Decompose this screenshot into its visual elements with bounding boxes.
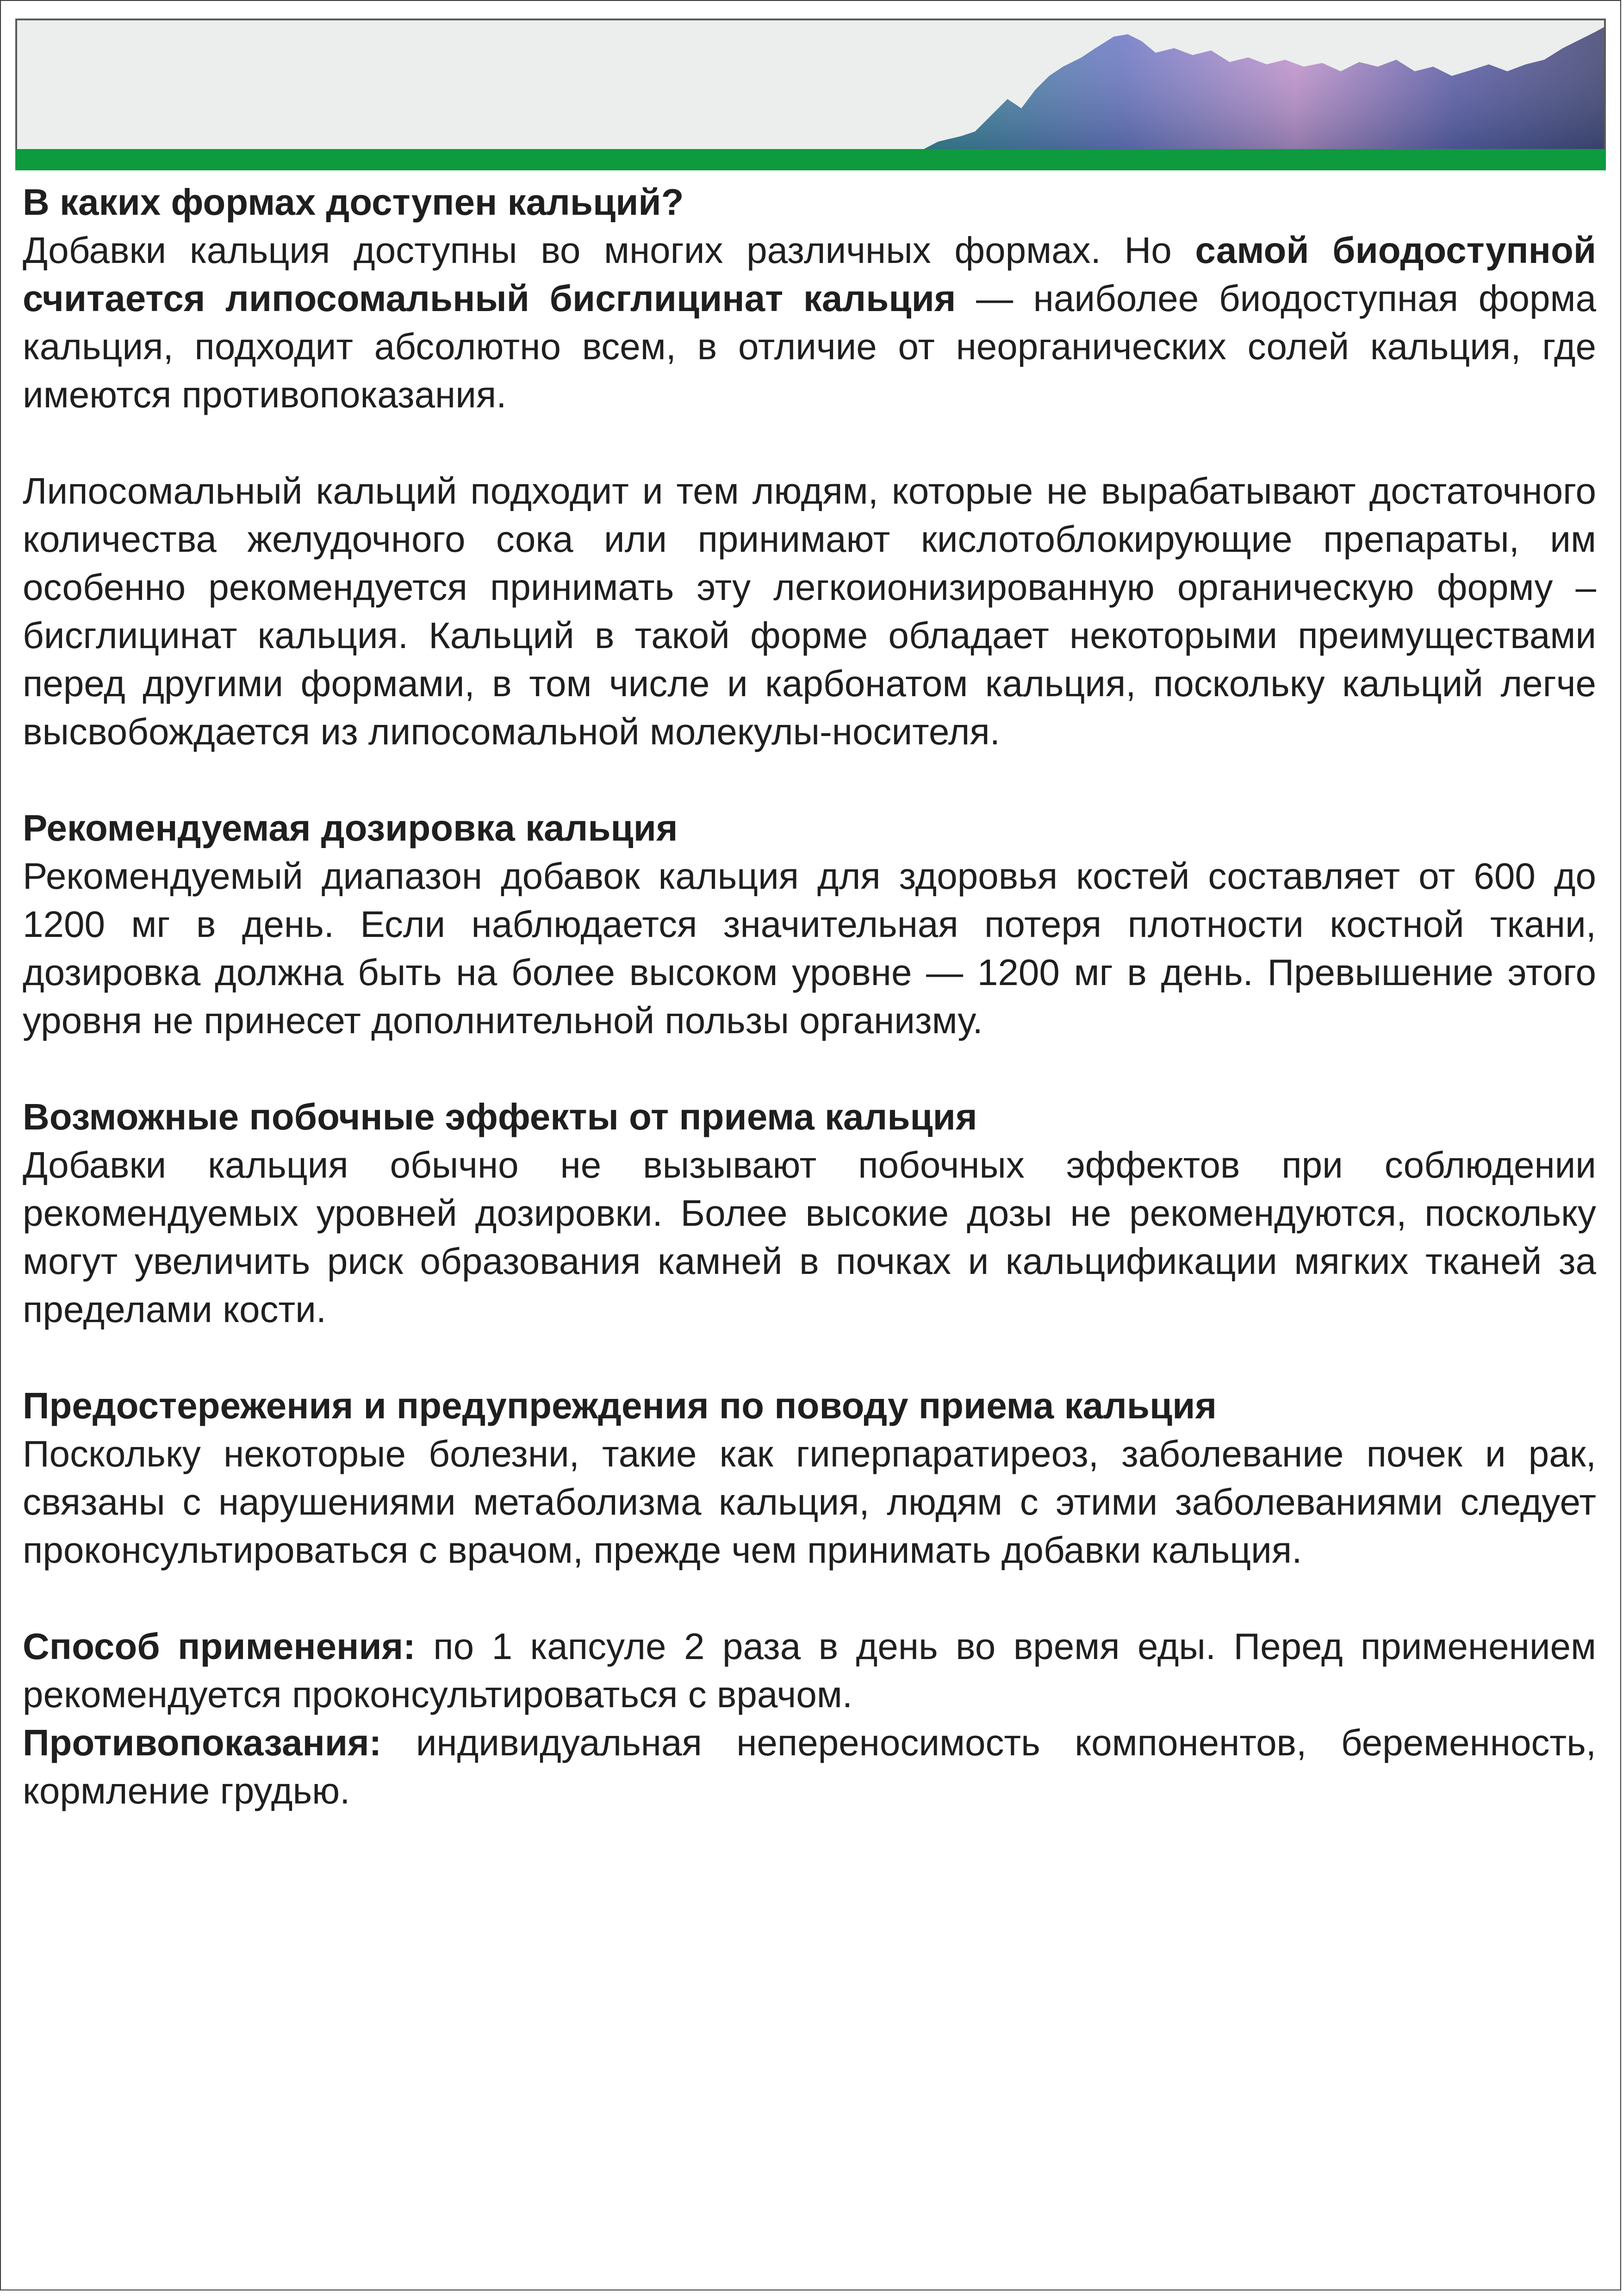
liposomal-paragraph: Липосомальный кальций подходит и тем людям, которые не вырабатывают достаточного количества желудочного сока или принимают кислотоблокирующие препараты, им особенно рекомендуется принимать эту легкоионизированную органическую форму – бисглицинат кальция. Кальций в такой форме обладает некоторыми преимуществами перед другими формами, в том числе и карбонатом кальция, поскольку кальций легче высвобождается из липосомальной молекулы-носителя.: [23, 470, 1596, 752]
spacer: [23, 1574, 1596, 1622]
forms-heading: В каких формах доступен кальций?: [23, 181, 684, 223]
spacer: [23, 1045, 1596, 1093]
document-body: [23, 178, 1596, 1815]
usage-text: по 1 капсуле 2 раза в день во время еды. Перед применением рекомендуется проконсультироваться с врачом.: [23, 1626, 1597, 1715]
dosage-paragraph: Рекомендуемый диапазон добавок кальция для здоровья костей составляет от 600 до 1200 мг в день. Если наблюдается значительная потеря плотности костной ткани, дозировка должна быть на более высоком уровне — 1200 мг в день. Превышение этого уровня не принесет дополнительной пользы организму.: [23, 855, 1596, 1041]
forms-text-end: — наиболее биодоступная форма кальция, подходит абсолютно всем, в отличие от неорганических солей кальция, где имеются противопоказания.: [23, 278, 1597, 415]
side-effects-paragraph: Добавки кальция обычно не вызывают побочных эффектов при соблюдении рекомендуемых уровней дозировки. Более высокие дозы не рекомендуются, поскольку могут увеличить риск образования камней в почках и кальцификации мягких тканей за пределами кости.: [23, 1144, 1596, 1330]
header-band: [15, 19, 1606, 152]
side-effects-heading: Возможные побочные эффекты от приема кальция: [23, 1096, 977, 1137]
green-stripe: [15, 149, 1606, 170]
forms-text-start: Добавки кальция доступны во многих различных формах. Но: [23, 230, 1195, 271]
spacer: [23, 1334, 1596, 1382]
usage-paragraph: [23, 1622, 1596, 1719]
precautions-paragraph: Поскольку некоторые болезни, такие как гиперпаратиреоз, заболевание почек и рак, связаны с нарушениями метаболизма кальция, людям с этими заболеваниями следует проконсультироваться с врачом, прежде чем принимать добавки кальция.: [23, 1433, 1596, 1571]
spacer: [23, 756, 1596, 804]
dosage-heading: Рекомендуемая дозировка кальция: [23, 807, 678, 849]
contraindications-text: индивидуальная непереносимость компонентов, беременность, кормление грудью.: [23, 1722, 1596, 1811]
precautions-heading: Предостережения и предупреждения по поводу приема кальция: [23, 1385, 1217, 1426]
spacer: [23, 419, 1596, 467]
contraindications-label: Противопоказания:: [23, 1722, 382, 1763]
forms-bold-text: самой биодоступной считается липосомальный бисглицинат кальция: [23, 230, 1597, 319]
usage-label: Способ применения:: [23, 1626, 416, 1667]
mountain-graphic: [17, 20, 1606, 152]
forms-paragraph: [23, 226, 1596, 419]
contraindications-paragraph: [23, 1719, 1596, 1815]
